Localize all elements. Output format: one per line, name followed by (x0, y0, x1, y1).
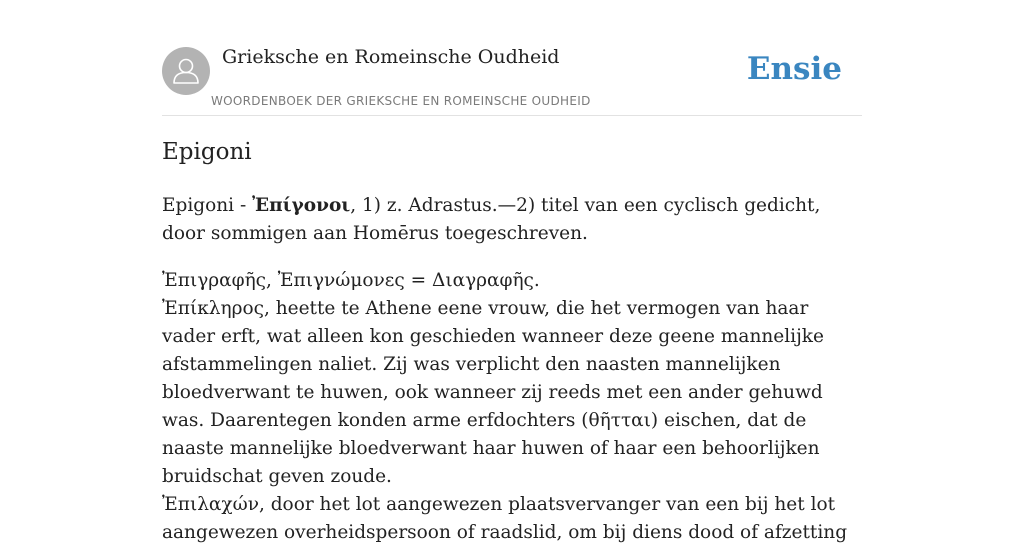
paragraph-epigraphes: Ἐπιγραφῆς, Ἐπιγνώμονες = Διαγραφῆς. (162, 270, 540, 291)
brand-logo-link[interactable]: Ensie (746, 51, 842, 87)
intro-greek-term: Ἐπίγονοι (252, 195, 351, 216)
page (162, 0, 862, 543)
entry-intro (162, 192, 862, 248)
user-icon (162, 47, 210, 95)
paragraph-epilachon: Ἐπιλαχών, door het lot aangewezen plaatsvervanger van een bij het lot aangewezen overheidspersoon of raadslid, om bij diens dood of afzetting (162, 494, 848, 543)
header-divider (162, 115, 862, 116)
intro-lead: Epigoni - (162, 195, 253, 216)
avatar[interactable] (162, 47, 210, 95)
intro-e-macron: ē (397, 223, 409, 244)
source-title-link[interactable]: Grieksche en Romeinsche Oudheid (222, 46, 560, 68)
intro-text-end: rus toegeschreven. (408, 223, 588, 244)
page-title: Epigoni (162, 139, 252, 165)
article-body (162, 192, 862, 547)
intro-text: , 1) z. Adrastus.—2) titel van een cyclisch gedicht, door sommigen aan Hom (162, 195, 821, 244)
source-subtitle: WOORDENBOEK DER GRIEKSCHE EN ROMEINSCHE OUDHEID (211, 94, 591, 108)
paragraph-epikleros: Ἐπίκληρος, heette te Athene eene vrouw, die het vermogen van haar vader erft, wat alleen kon geschieden wanneer deze geene mannelijke afstammelingen naliet. Zij was verplicht den naasten mannelijken bloedverwant te huwen, ook wanneer zij reeds met een ander gehuwd was. Daarentegen konden arme erfdochters (θῆτται) eischen, dat de naaste mannelijke bloedverwant haar huwen of haar een behoorlijken bruidschat geven zoude. (162, 298, 824, 487)
